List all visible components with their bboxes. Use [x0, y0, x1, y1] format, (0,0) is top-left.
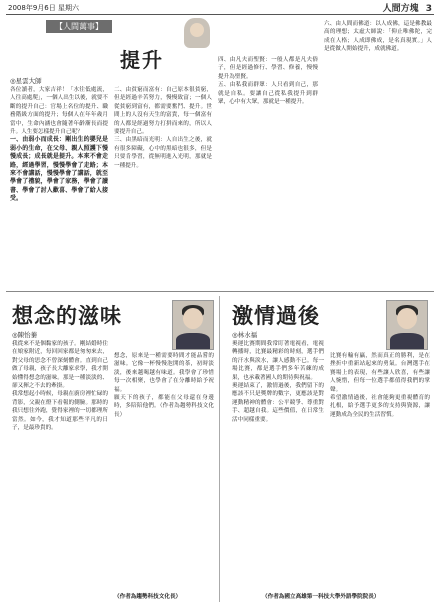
article-column-4 [324, 20, 432, 286]
paragraph: 一、由弱小而成長：剛出生的嬰兒是弱小的生命，在父母、親人照護下慢慢成長；成長就是提升。本來不會走路，經過學習，慢慢學會了走路；本來不會講話，慢慢學會了講話，就至學會了禮貌，學會了家務，學會了讀書、學會了討人歡喜、學會了給人接受。 [10, 136, 108, 203]
paragraph: 奧運比賽期間我常盯著電視看，電視轉播時，比賽最精彩的時刻，選手們的汗水與淚水，讓人感動不已。每一場比賽，都是選手們多年苦練的成果，也承載著國人的期待與祝福。 [232, 341, 324, 381]
article-column-2 [114, 86, 212, 286]
author-portrait-right [386, 300, 428, 350]
article-column-1 [10, 86, 108, 286]
article-title: 提升 [120, 48, 164, 72]
paragraph: 二、由貧窮而富有：自己原本很貧窮，但是經過辛苦努力，慢慢致富；一個人從貧窮到富有，都需要奮鬥、提升。世間上的人沒有天生的富貴，每一個富有的人都是經過努力打拼而來的，所以人要提升自己。 [114, 87, 212, 136]
paragraph: 奧運結束了，激情過後，我們留下的應該不只是獎牌的數字，更應該是對運動精神的體會：公平競爭、尊重對手、超越自我。這些價值，在日常生活中同樣重要。 [232, 383, 324, 423]
paragraph: 想念，原來是一種需要時間才能品嘗的滋味。它像一杯慢慢泡開的茶，初時淡淡，後來越喝越有味道。我學會了珍惜每一次相聚，也學會了在分離時給予祝福。 [114, 353, 214, 393]
column-badge: 【人間萬事】 [46, 20, 112, 33]
article-author-left: ◎陳怡蓁 [12, 331, 38, 339]
paragraph: 六、由人間而佛道：以人成佛，這是佛教最高的理想；太虛大師說：「仰止唯佛陀，完成在人格；人成即佛成，是名真現實。」人是從做人開始提升，成就佛道。 [324, 21, 432, 53]
header-rule [6, 14, 434, 15]
paragraph: 願天下的孩子，都能在父母還在身邊時，多陪陪他們。（作者為趨勢科技文化長） [114, 395, 214, 418]
paragraph: 希望激情過後，社會能夠更重視體育的扎根，給予選手更多的支持與資源，讓運動成為全民的生活習慣。 [330, 395, 430, 418]
column-divider [219, 296, 220, 602]
paragraph: 五、由私我而群眾：人只看到自己，那就是自私。要讓自己從私我提升到群眾，心中有大眾，那就是一種提升。 [218, 82, 318, 106]
author-portrait [184, 18, 210, 48]
article-title-right: 激情過後 [232, 303, 320, 328]
author-footnote-left: （作者為趨勢科技文化長） [114, 594, 182, 600]
section-name: 人間方塊 [382, 4, 419, 14]
left-column-2 [114, 352, 214, 588]
paragraph: 各位讀者，大家吉祥！「水往低處流，人往高處爬」，一個人出生以後，就要不斷的提升自己：官場上名位的提升、職務階級方面的提升；每個人在年年歲月當中，生命內涵也會隨著年齡漸長而提升。人生要怎樣提升自己呢？ [10, 87, 108, 136]
issue-date: 2008年9月6日 星期六 [8, 4, 79, 12]
paragraph: 比賽有輸有贏，然而真正的勝利，是在挫折中重新站起來的勇氣。台灣選手在賽場上的表現，有些讓人欣喜，有些讓人惋惜，但每一位選手都值得我們的掌聲。 [330, 353, 430, 393]
page-number: 3 [425, 4, 432, 14]
author-portrait-left [172, 300, 214, 350]
article-column-3 [218, 56, 318, 286]
author-footnote-right: （作者為國立高雄第一科技大學外語學院院長） [262, 594, 380, 600]
section-divider [6, 291, 434, 292]
left-column-1 [12, 340, 108, 602]
article-author-right: ◎林水福 [232, 331, 258, 339]
page-section-header [383, 1, 432, 14]
article-title-left: 想念的滋味 [12, 303, 122, 328]
right-column-2 [330, 352, 430, 586]
right-column-1 [232, 340, 324, 602]
paragraph: 我常想起小時候，母親在廚房裡忙碌的背影，父親在燈下看報的側臉。那時的我只想往外跑，覺得家裡的一切都理所當然。如今，我才知道那些平凡的日子，是最珍貴的。 [12, 391, 108, 432]
paragraph: 我從來不是個黏家的孩子。剛結婚時住在娘家附近，每回回家都是匆匆來去，對父母的思念不曾深刻體會。直到自己做了母親，孩子長大離家求學，我才開始懂得想念的滋味。那是一種淡淡的、卻又揮之不去的牽掛。 [12, 341, 108, 390]
paragraph: 四、由凡夫而聖賢：一般人都是凡夫俗子，但是經過修行、學習、修養，慢慢提升為聖賢。 [218, 57, 318, 80]
article-author: ◎星雲大師 [10, 77, 42, 85]
paragraph: 三、由黑暗而光明：人自出生之後，就有很多障礙，心中的黑暗也很多，但是只要肯學習，從無明進入光明，那就是一種提升。 [114, 137, 212, 169]
